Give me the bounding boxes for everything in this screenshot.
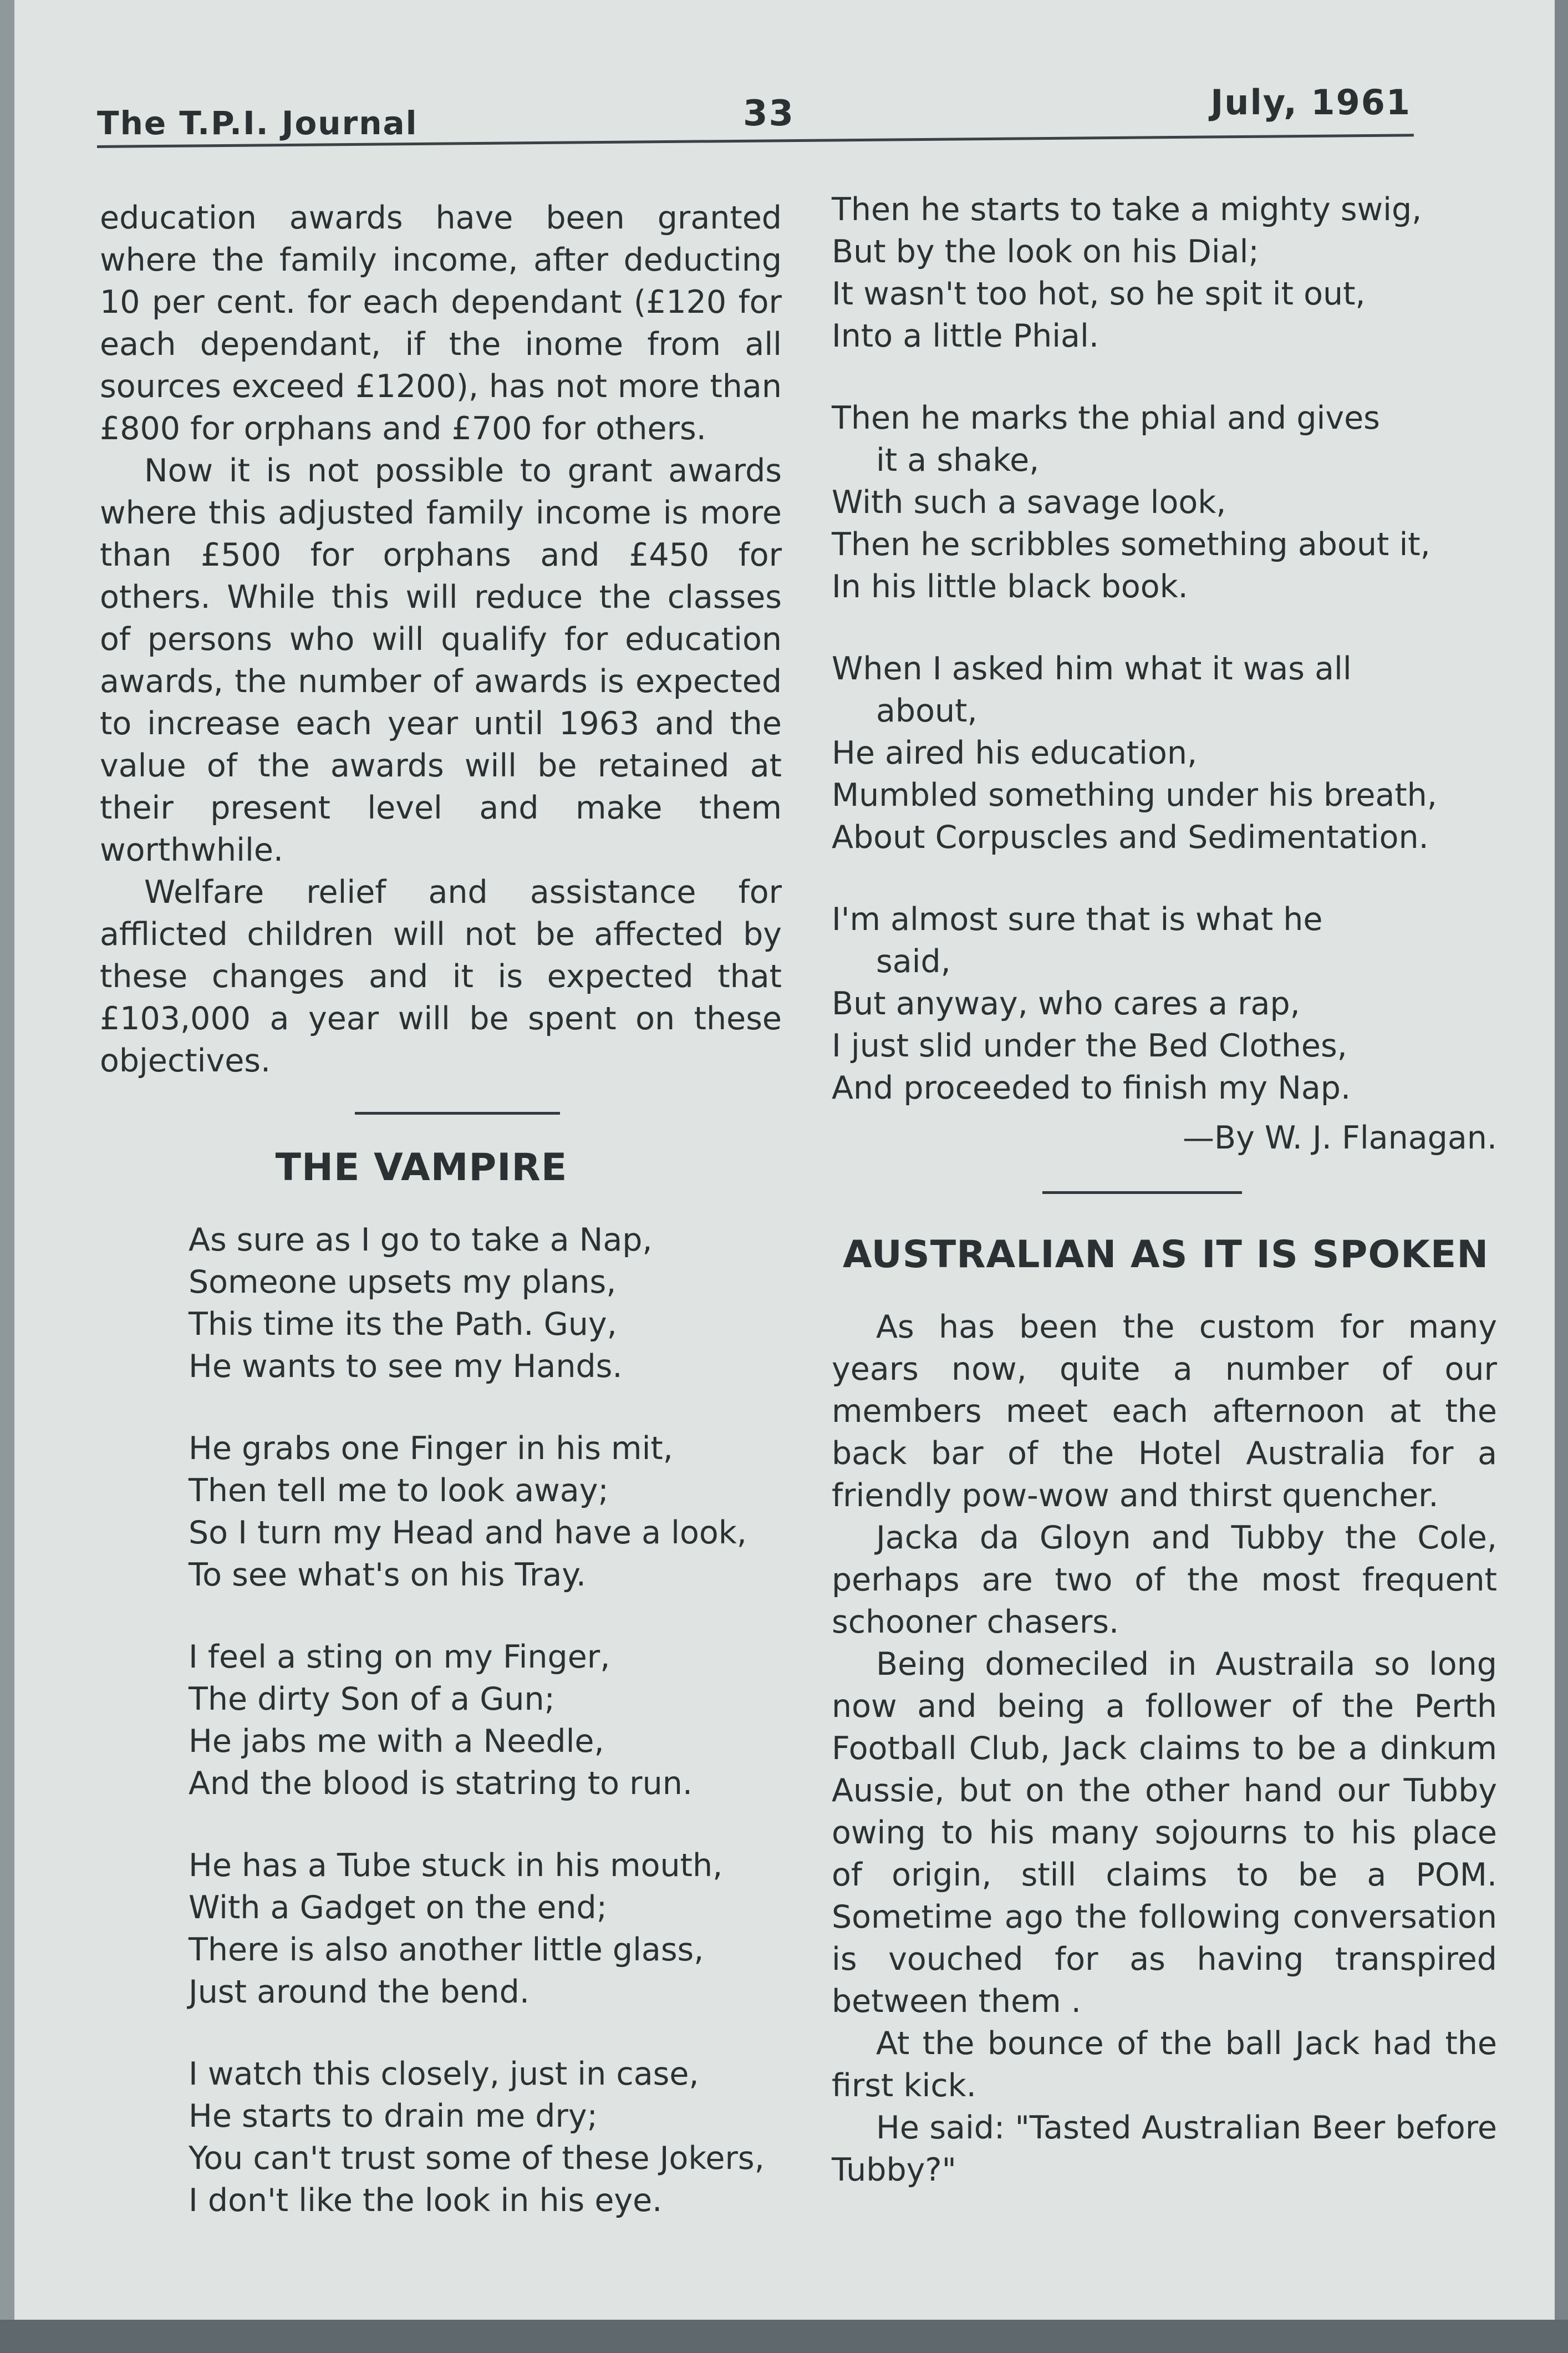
poem-line: He wants to see my Hands.	[189, 1348, 623, 1385]
poem-byline: —By W. J. Flanagan.	[1182, 1120, 1497, 1156]
paragraph: Now it is not possible to grant awards where this adjusted family income is more than £500 for orphans and £450 for others. While this will reduce the classes of persons who will qualify for education awards, the number of awards is expected to increase each year until 1963 and the value of the awards will be retained at their present level and make them worthwhile.	[100, 453, 782, 868]
poem-line: I feel a sting on my Finger,	[189, 1639, 610, 1675]
poem-stanza	[189, 1844, 782, 2013]
poem-line: said,	[876, 943, 951, 980]
poem-stanza	[189, 2053, 782, 2222]
poem-line: I'm almost sure that is what he	[832, 901, 1323, 938]
poem-stanza	[832, 898, 1497, 1109]
poem-line: This time its the Path. Guy,	[189, 1306, 617, 1343]
right-column	[832, 189, 1497, 2191]
paragraph: Jacka da Gloyn and Tubby the Cole, perhaps are two of the most frequent schooner chasers.	[832, 1519, 1497, 1640]
poem-line: In his little black book.	[832, 568, 1188, 605]
paragraph: He said: "Tasted Australian Beer before Tubby?"	[832, 2110, 1497, 2188]
poem-line: He aired his education,	[832, 735, 1198, 771]
poem-line: I watch this closely, just in case,	[189, 2056, 699, 2092]
poem-line: You can't trust some of these Jokers,	[189, 2140, 765, 2177]
vampire-poem-continued	[832, 189, 1497, 1159]
paragraph: As has been the custom for many years now, quite a number of our members meet each afternoon at the back bar of the Hotel Australia for a friendly pow-wow and thirst quencher.	[832, 1309, 1497, 1514]
journal-title: The T.P.I. Journal	[97, 104, 418, 142]
poem-stanza	[832, 648, 1497, 858]
poem-line: Into a little Phial.	[832, 318, 1099, 354]
poem-line: When I asked him what it was all	[832, 650, 1352, 687]
poem-line: And proceeded to finish my Nap.	[832, 1070, 1351, 1106]
poem-stanza	[189, 1219, 782, 1388]
page-header	[97, 78, 1411, 150]
poem-line: But by the look on his Dial;	[832, 233, 1259, 270]
poem-line: I just slid under the Bed Clothes,	[832, 1028, 1347, 1064]
poem-line: So I turn my Head and have a look,	[189, 1515, 747, 1551]
issue-date: July, 1961	[1210, 82, 1411, 123]
poem-line: It wasn't too hot, so he spit it out,	[832, 276, 1366, 312]
poem-stanza	[189, 1636, 782, 1805]
poem-line: To see what's on his Tray.	[189, 1557, 587, 1593]
poem-line: With such a savage look,	[832, 484, 1226, 521]
vampire-poem	[100, 1219, 782, 2222]
poem-line: With a Gadget on the end;	[189, 1889, 607, 1926]
poem-line: But anyway, who cares a rap,	[832, 985, 1300, 1022]
education-awards-text	[100, 197, 782, 1082]
poem-line: about,	[876, 693, 978, 729]
paragraph: At the bounce of the ball Jack had the first kick.	[832, 2025, 1497, 2104]
poem-line: He jabs me with a Needle,	[189, 1723, 604, 1760]
section-divider	[355, 1112, 560, 1115]
left-column	[100, 197, 782, 2261]
poem-line: Someone upsets my plans,	[189, 1264, 617, 1300]
poem-line: The dirty Son of a Gun;	[189, 1681, 555, 1717]
poem-line: Just around the bend.	[189, 1974, 530, 2010]
paragraph: Welfare relief and assistance for afflicted children will not be affected by these changes and it is expected that £103,000 a year will be spent on these objectives.	[100, 874, 782, 1079]
section-divider	[1042, 1191, 1242, 1194]
poem-line: Mumbled something under his breath,	[832, 777, 1437, 814]
poem-line: He grabs one Finger in his mit,	[189, 1430, 673, 1467]
poem-line: Then he starts to take a mighty swig,	[832, 191, 1422, 228]
poem-line: There is also another little glass,	[189, 1932, 704, 1968]
poem-line: it a shake,	[876, 442, 1040, 479]
poem-line: Then tell me to look away;	[189, 1472, 609, 1509]
page-bottom-edge	[0, 2320, 1568, 2353]
poem-line: I don't like the look in his eye.	[189, 2182, 663, 2219]
paragraph: education awards have been granted where the family income, after deducting 10 per cent. for each dependant (£120 for each dependant, if the inome from all sources exceed £1200), has not more than £800 for orphans and £700 for others.	[100, 200, 782, 447]
vampire-title: THE VAMPIRE	[275, 1146, 568, 1190]
poem-line: As sure as I go to take a Nap,	[189, 1222, 653, 1258]
poem-stanza	[832, 397, 1497, 608]
page-left-shadow	[0, 0, 14, 2353]
poem-stanza	[832, 189, 1497, 357]
australian-title: AUSTRALIAN AS IT IS SPOKEN	[843, 1233, 1489, 1277]
australian-article	[832, 1306, 1497, 2191]
page-number: 33	[743, 93, 795, 134]
paragraph: Being domeciled in Austraila so long now and being a follower of the Perth Football Club, Jack claims to be a dinkum Aussie, but on the other hand our Tubby owing to his many sojourns to his place of origin, still claims to be a POM. Sometime ago the following conversation is vouched for as having transpired between them .	[832, 1646, 1497, 2020]
poem-line: He has a Tube stuck in his mouth,	[189, 1847, 723, 1884]
poem-line: About Corpuscles and Sedimentation.	[832, 819, 1429, 856]
poem-line: And the blood is statring to run.	[189, 1765, 693, 1802]
poem-line: Then he scribbles something about it,	[832, 526, 1430, 563]
poem-line: He starts to drain me dry;	[189, 2098, 598, 2135]
poem-stanza	[189, 1427, 782, 1596]
page-right-edge	[1555, 0, 1568, 2353]
poem-line: Then he marks the phial and gives	[832, 400, 1380, 436]
